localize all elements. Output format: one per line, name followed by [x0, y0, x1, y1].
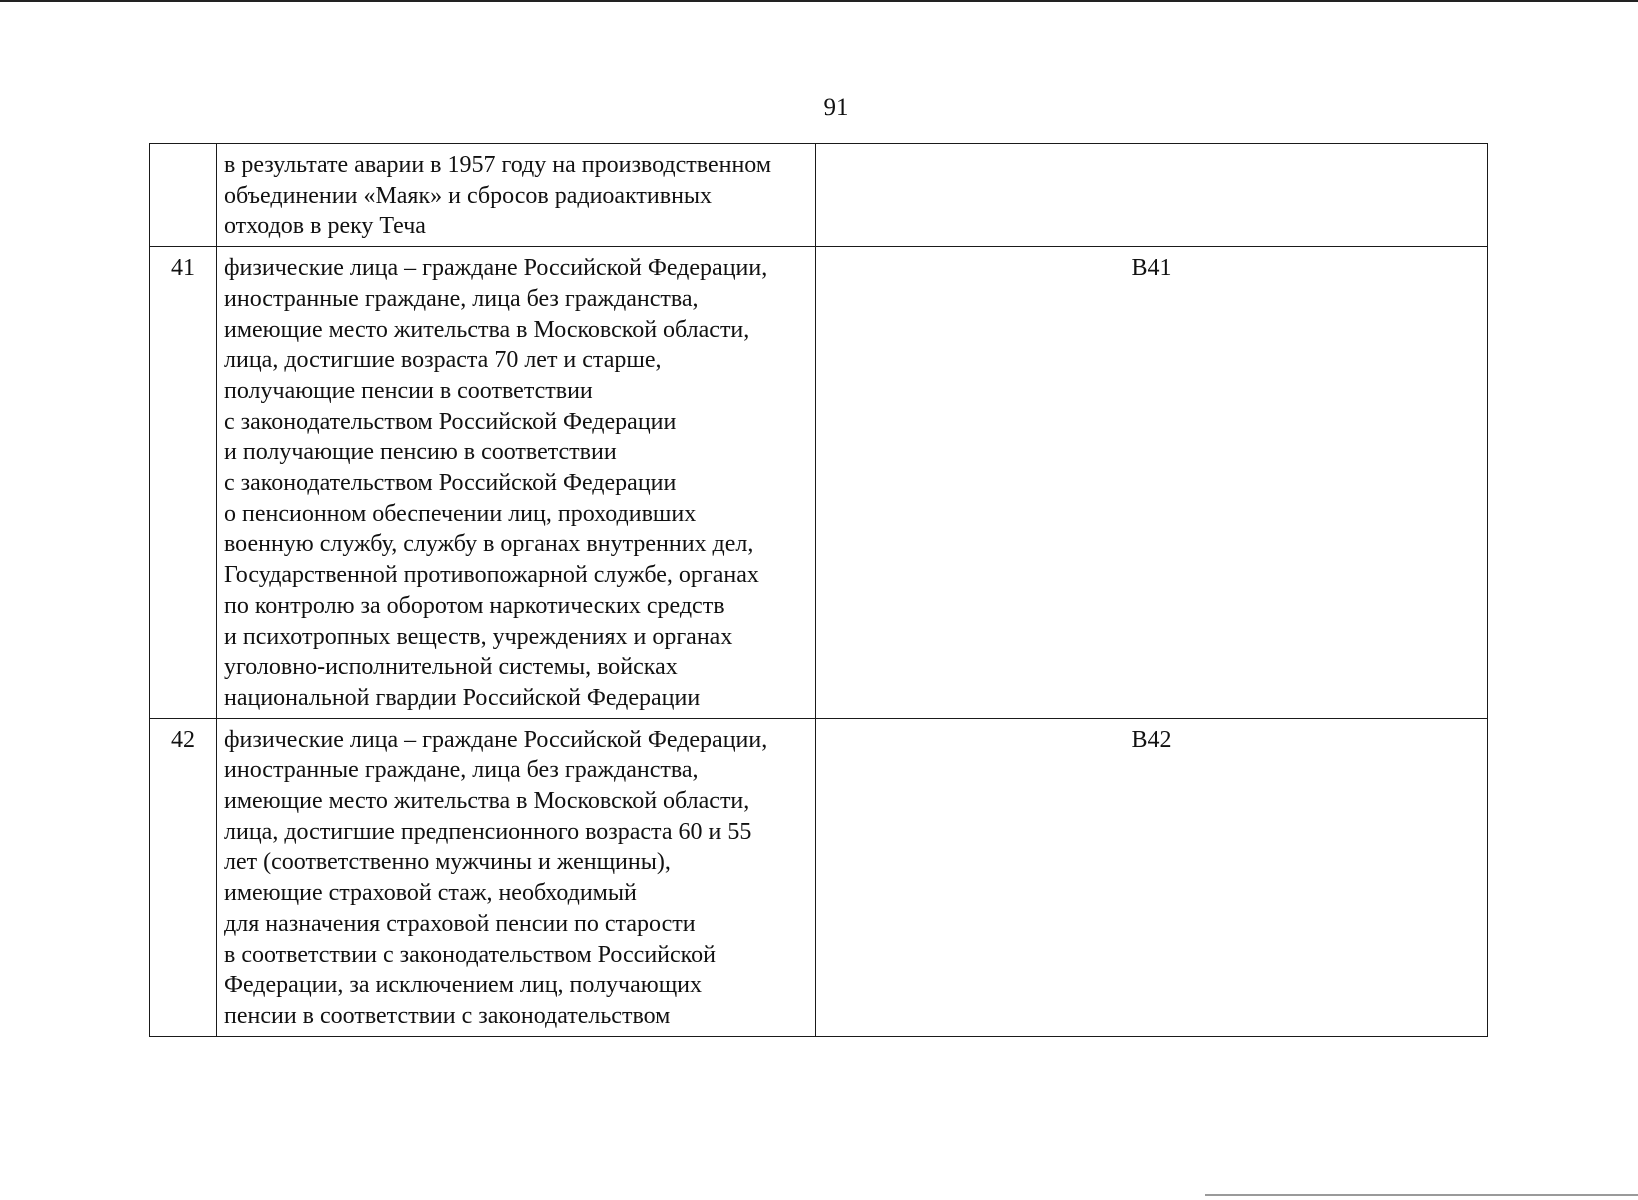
description-line: лица, достигшие предпенсионного возраста 60 и 55: [224, 818, 752, 845]
description-line: национальной гвардии Российской Федерации: [224, 684, 701, 711]
description-line: с законодательством Российской Федерации: [224, 470, 677, 497]
description-line: с законодательством Российской Федерации: [224, 408, 677, 435]
description-line: в результате аварии в 1957 году на производственном: [224, 152, 772, 178]
table-row: [150, 247, 1488, 719]
code-cell: [816, 144, 1488, 247]
description-cell: [217, 144, 816, 247]
description-line: получающие пенсии в соответствии: [224, 377, 593, 404]
description-line: военную службу, службу в органах внутренних дел,: [224, 531, 754, 558]
row-number-cell: 41: [150, 247, 217, 719]
description-line: о пенсионном обеспечении лиц, проходивших: [224, 500, 697, 527]
page-number: 91: [823, 94, 849, 121]
description-line: физические лица – граждане Российской Федерации,: [224, 255, 768, 282]
description-line: и получающие пенсию в соответствии: [224, 439, 617, 466]
description-line: имеющие место жительства в Московской области,: [224, 316, 750, 343]
description-line: и психотропных веществ, учреждениях и органах: [224, 623, 733, 650]
description-line: физические лица – граждане Российской Федерации,: [224, 726, 768, 753]
description-cell: [217, 718, 816, 1036]
description-line: объединении «Маяк» и сбросов радиоактивных: [224, 182, 713, 209]
scan-edge-top: [0, 0, 1638, 2]
description-line: Федерации, за исключением лиц, получающих: [224, 972, 703, 999]
description-line: иностранные граждане, лица без гражданства,: [224, 285, 699, 312]
description-line: для назначения страховой пенсии по старости: [224, 910, 696, 937]
document-table: [149, 143, 1488, 1037]
description-line: имеющие страховой стаж, необходимый: [224, 880, 637, 907]
code-cell: В42: [816, 718, 1488, 1036]
row-number-cell: 42: [150, 718, 217, 1036]
description-cell: [217, 247, 816, 719]
description-line: по контролю за оборотом наркотических средств: [224, 592, 725, 619]
table-row: [150, 144, 1488, 247]
description-line: Государственной противопожарной службе, органах: [224, 562, 759, 589]
description-line: иностранные граждане, лица без гражданства,: [224, 757, 699, 784]
scan-edge-bottom: [1205, 1194, 1638, 1196]
code-cell: В41: [816, 247, 1488, 719]
description-line: пенсии в соответствии с законодательством: [224, 1002, 671, 1029]
description-line: имеющие место жительства в Московской области,: [224, 788, 750, 815]
description-line: лица, достигшие возраста 70 лет и старше,: [224, 347, 662, 374]
table-row: [150, 718, 1488, 1036]
description-line: уголовно-исполнительной системы, войсках: [224, 654, 678, 681]
row-number-cell: [150, 144, 217, 247]
description-line: в соответствии с законодательством Российской: [224, 941, 716, 968]
description-line: лет (соответственно мужчины и женщины),: [224, 849, 671, 876]
description-line: отходов в реку Теча: [224, 213, 426, 240]
